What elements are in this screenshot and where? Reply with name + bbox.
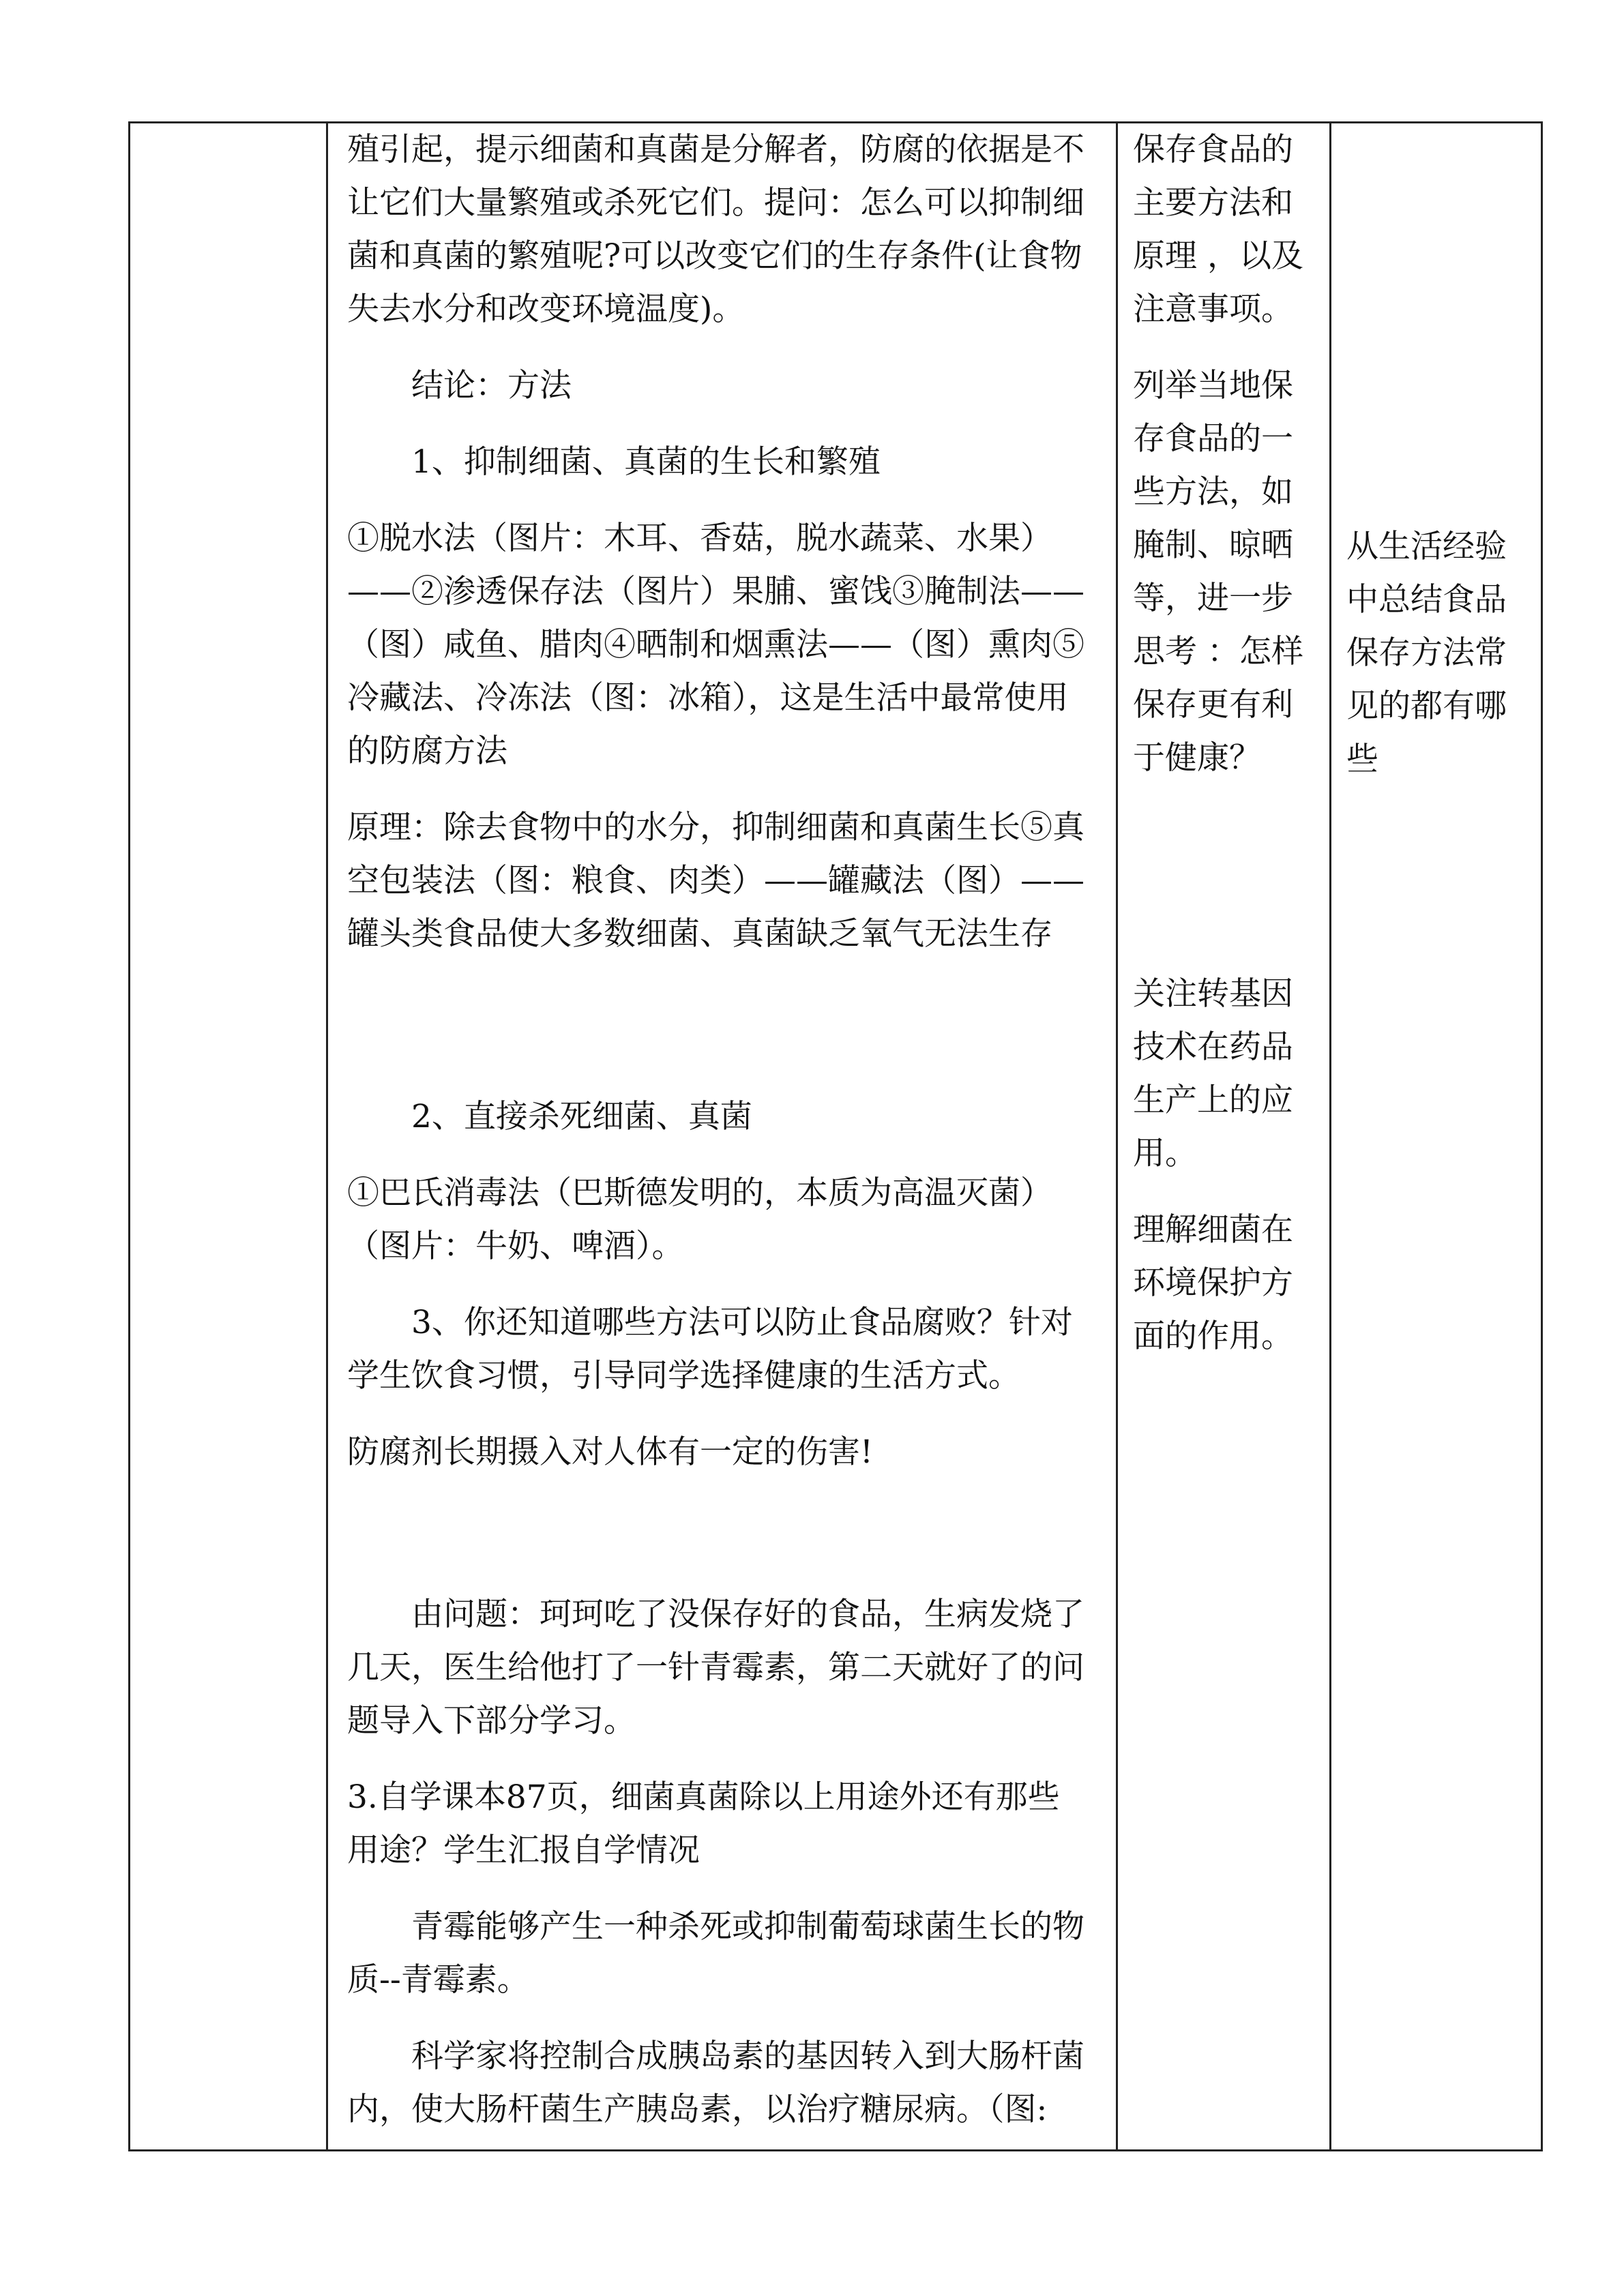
student-note-environment: 理解细菌在环境保护方面的作用。	[1133, 1211, 1293, 1355]
paragraph-method-1-heading: 1、抑制细菌、真菌的生长和繁殖	[411, 443, 881, 481]
paragraph-conclusion-heading: 结论：方法	[411, 367, 572, 404]
student-note-local-methods: 列举当地保存食品的一些方法，如腌制、晾晒等，进一步思考 ：怎样保存更有利于健康？	[1133, 367, 1303, 777]
paragraph-preservation-basis: 殖引起，提示细菌和真菌是分解者，防腐的依据是不让它们大量繁殖或杀死它们。提问：怎么可以抑制细菌和真菌的繁殖呢?可以改变它们的生存条件(让食物失去水分和改变环境温度)。	[347, 131, 1084, 328]
design-intent-column	[1331, 123, 1543, 786]
paragraph-insulin: 科学家将控制合成胰岛素的基因转入到大肠杆菌内，使大肠杆菌生产胰岛素，以治疗糖尿病。（图:	[347, 2038, 1084, 2128]
paragraph-method-1-list: ①脱水法（图片：木耳、香菇，脱水蔬菜、水果）——②渗透保存法（图片）果脯、蜜饯③腌制法——（图）咸鱼、腊肉④晒制和烟熏法——（图）熏肉⑤冷藏法、冷冻法（图：冰箱），这是生活中最常使用的防腐方法	[347, 520, 1084, 770]
paragraph-penicillin: 青霉能够产生一种杀死或抑制葡萄球菌生长的物质--青霉素。	[347, 1908, 1084, 1999]
paragraph-pasteurization: ①巴氏消毒法（巴斯德发明的，本质为高温灭菌）（图片：牛奶、啤酒）。	[347, 1174, 1052, 1265]
lesson-plan-table	[128, 121, 1543, 2151]
paragraph-method-2-heading: 2、直接杀死细菌、真菌	[411, 1098, 752, 1135]
paragraph-preservative-warning: 防腐剂长期摄入对人体有一定的伤害!	[347, 1433, 873, 1471]
design-intent-note: 从生活经验中总结食品保存方法常见的都有哪些	[1346, 528, 1507, 778]
paragraph-method-3-question: 3、你还知道哪些方法可以防止食品腐败？针对学生饮食习惯，引导同学选择健康的生活方式。	[347, 1304, 1073, 1395]
student-note-methods: 保存食品的主要方法和原理 ，以及注意事项。	[1133, 131, 1303, 328]
paragraph-penicillin-question: 由问题：珂珂吃了没保存好的食品，生病发烧了几天，医生给他打了一针青霉素，第二天就好了的问题导入下部分学习。	[347, 1596, 1084, 1740]
student-note-transgenic: 关注转基因技术在药品生产上的应用。	[1133, 975, 1293, 1172]
teacher-activity-column	[328, 123, 1116, 2136]
student-activity-column	[1118, 123, 1329, 1363]
paragraph-principle: 原理：除去食物中的水分，抑制细菌和真菌生长⑤真空包装法（图：粮食、肉类）——罐藏法（图）——罐头类食品使大多数细菌、真菌缺乏氧气无法生存	[347, 809, 1084, 953]
paragraph-self-study: 3.自学课本87页，细菌真菌除以上用途外还有那些用途？学生汇报自学情况	[347, 1778, 1060, 1869]
